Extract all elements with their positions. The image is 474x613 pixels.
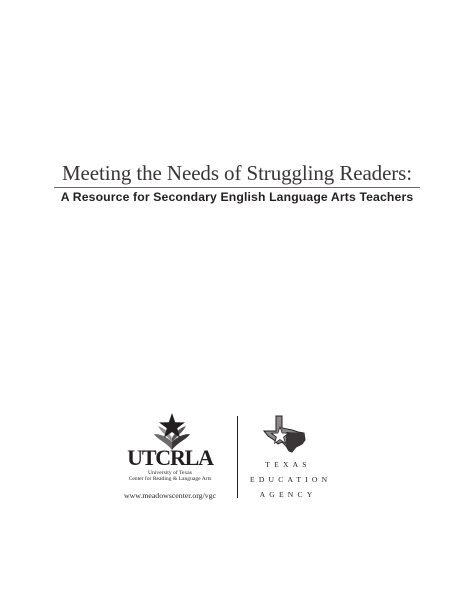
utcrla-logo (118, 412, 222, 512)
tea-word-agency: AGENCY (259, 490, 317, 499)
document-title: Meeting the Needs of Struggling Readers: (61, 161, 412, 185)
title-underline (54, 187, 420, 188)
texas-map-star-icon (262, 414, 308, 454)
tea-word-texas: TEXAS (265, 460, 311, 469)
utcrla-university: University of Texas (148, 470, 192, 476)
utcrla-url: www.meadowscenter.org/vgc (123, 491, 217, 500)
tea-logo (250, 414, 330, 504)
document-subtitle: A Resource for Secondary English Language Arts Teachers (60, 190, 414, 204)
utcrla-center: Center for Reading & Language Arts (128, 476, 212, 482)
utcrla-wordmark: UTCRLA (127, 445, 213, 470)
logo-divider (237, 416, 238, 498)
tea-word-education: EDUCATION (250, 475, 332, 484)
